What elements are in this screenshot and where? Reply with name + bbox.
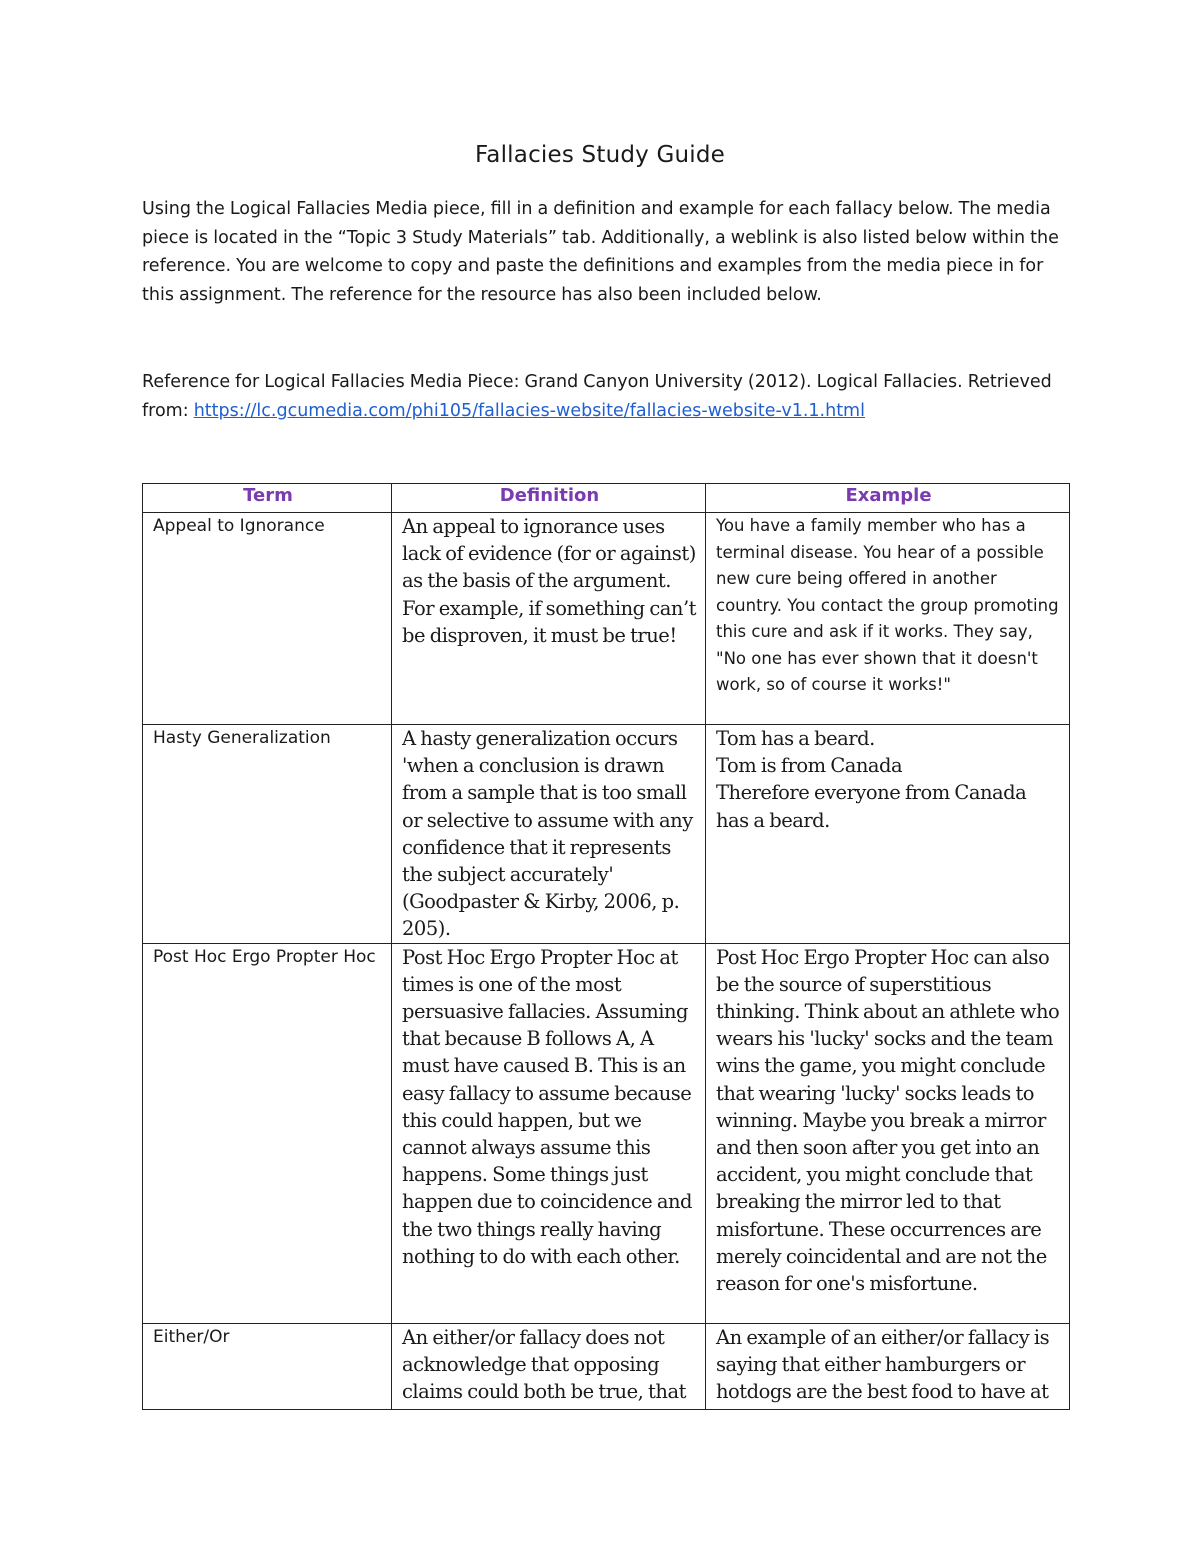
term-cell: Hasty Generalization: [143, 725, 392, 944]
example-line: Therefore everyone from Canada has a beard.: [716, 781, 1027, 832]
definition-cell: An appeal to ignorance uses lack of evidence (for or against) as the basis of the argument. For example, if something can’t be disproven, it must be true!: [392, 513, 706, 725]
definition-cell: A hasty generalization occurs 'when a conclusion is drawn from a sample that is too small or selective to assume with any confidence that it represents the subject accurately' (Goodpaster & Kirby, 2006, p. 205).: [392, 725, 706, 944]
table-row: [143, 1323, 1070, 1409]
reference-text: Reference for Logical Fallacies Media Piece: Grand Canyon University (2012). Logical Fallacies. Retrieved from:: [142, 372, 1052, 421]
example-line: Tom has a beard.: [716, 727, 875, 750]
header-term: Term: [143, 484, 392, 513]
table-header-row: [143, 484, 1070, 513]
fallacies-table: [142, 483, 1070, 1410]
header-example: Example: [706, 484, 1070, 513]
term-cell: Appeal to Ignorance: [143, 513, 392, 725]
example-cell: An example of an either/or fallacy is saying that either hamburgers or hotdogs are the best food to have at: [706, 1323, 1070, 1409]
example-cell: [706, 725, 1070, 944]
reference-paragraph: [142, 368, 1072, 425]
example-line: Tom is from Canada: [716, 754, 903, 778]
reference-link[interactable]: https://lc.gcumedia.com/phi105/fallacies-website/fallacies-website-v1.1.html: [193, 400, 865, 421]
header-definition: Definition: [392, 484, 706, 513]
term-cell: Post Hoc Ergo Propter Hoc: [143, 943, 392, 1323]
intro-paragraph: Using the Logical Fallacies Media piece, fill in a definition and example for each fallacy below. The media piece is located in the “Topic 3 Study Materials” tab. Additionally, a weblink is also listed below within the reference. You are welcome to copy and paste the definitions and examples from the media piece in for this assignment. The reference for the resource has also been included below.: [142, 199, 1059, 305]
page-title: Fallacies Study Guide: [474, 142, 726, 168]
example-cell: Post Hoc Ergo Propter Hoc can also be the source of superstitious thinking. Think about an athlete who wears his 'lucky' socks and the team wins the game, you might conclude that wearing 'lucky' socks leads to winning. Maybe you break a mirror and then soon after you get into an accident, you might conclude that breaking the mirror led to that misfortune. These occurrences are merely coincidental and are not the reason for one's misfortune.: [706, 943, 1070, 1323]
term-cell: Either/Or: [143, 1323, 392, 1409]
definition-cell: An either/or fallacy does not acknowledge that opposing claims could both be true, that: [392, 1323, 706, 1409]
example-cell: You have a family member who has a terminal disease. You hear of a possible new cure being offered in another country. You contact the group promoting this cure and ask if it works. They say, "No one has ever shown that it doesn't work, so of course it works!": [706, 513, 1070, 725]
table-row: [143, 943, 1070, 1323]
table-row: [143, 513, 1070, 725]
table-row: [143, 725, 1070, 944]
definition-cell: Post Hoc Ergo Propter Hoc at times is one of the most persuasive fallacies. Assuming that because B follows A, A must have caused B. This is an easy fallacy to assume because this could happen, but we cannot always assume this happens. Some things just happen due to coincidence and the two things really having nothing to do with each other.: [392, 943, 706, 1323]
